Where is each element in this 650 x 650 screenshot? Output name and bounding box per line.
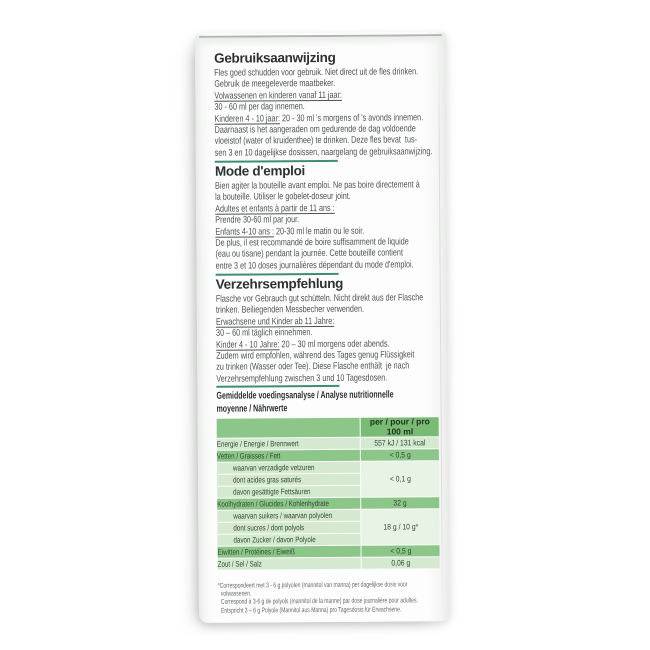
nutrient-value: 32 g [361,497,439,509]
section-nl [214,50,441,159]
nutrient-value: < 0,1 g [361,461,439,497]
body-line: Kinderen 4 - 10 jaar: 20 - 30 ml 's morgens of 's avonds innemen. [214,111,424,125]
nutrition-title-line: Gemiddelde voedingsanalyse / Analyse nutritionnelle [216,389,394,402]
nutrient-value: 18 g / 10 g* [361,509,439,545]
body-line: Volwassenen en kinderen vanaf 11 jaar: [214,89,342,102]
nutrition-row [217,497,439,510]
body-line: Adultes et enfants à partir de 11 ans : [215,202,335,215]
nutrition-title [216,389,469,416]
nutrient-value: < 0,5 g [361,449,439,461]
section-de [216,276,443,385]
nutrient-label: waarvan suikers / waarvan polyolen [217,510,360,522]
nutrient-label: davon gesättigte Fettsäuren [217,486,360,498]
nutrient-label: Vetten / Graisses / Fett [217,450,360,462]
body-line: Erwachsene und Kinder ab 11 Jahre: [215,315,335,328]
nutrition-table [216,416,441,571]
nutrition-header-per-100ml: per / pour / pro 100 ml [361,417,439,437]
body-line: 30 – 60 ml täglich einnehmen. [216,327,313,339]
body-line: De plus, il est recommandé de boire suffisamment de liquide [215,236,409,249]
section-heading-nl: Gebruiksaanwijzing [214,49,336,66]
section-heading-fr: Mode d'emploi [214,163,306,179]
package-back-panel [195,32,450,623]
nutrient-label: Energie / Energie / Brennwert [217,438,360,450]
footnotes [218,581,444,615]
nutrient-value: < 0,5 g [362,545,440,557]
body-line: (eau ou tisane) pendant la journée. Cette bouteille contient [215,247,403,261]
body-line: Bien agiter la bouteille avant emploi. Ne pas boire directement à [214,179,420,192]
nutrient-label: Koolhydraten / Glucides / Kohlenhydrate [217,498,360,510]
body-line: trinken. Beiliegenden Messbecher verwenden. [215,304,365,317]
nutrition-title-line: moyenne / Nährwerte [216,402,288,415]
box-lid-shading [196,36,445,48]
body-line: entre 3 et 10 doses journalières dépendant du mode d'emploi. [215,259,414,272]
body-line: Prendre 30-60 ml par jour. [215,214,300,226]
body-line: zu trinken (Wasser oder Tee). Diese Flasche enthält je nach [216,360,410,374]
nutrient-label: waarvan verzadigde vetzuren [217,462,360,474]
body-line: Zudem wird empfohlen, während des Tages genug Flüssigkeit [216,349,415,362]
nutrition-row [217,437,439,450]
body-line: sen 3 en 10 dagelijkse dosissen, naargelang de gebruiksaanwijzing. [214,145,433,159]
body-line: Enfants 4-10 ans : 20-30 ml le matin ou le soir. [215,225,365,238]
nutrient-label: Zout / Sel / Salz [218,558,361,570]
nutrient-label: dont sucres / dont polyols [217,522,360,534]
nutrition-row [217,461,439,474]
footnote-line: Entspricht 3 – 6 g Polyole (Mannitol aus Manna) pro Tagesdosis für Erwachsene. [220,606,402,615]
nutrition-row [218,545,440,558]
nutrition-row [218,557,440,570]
body-line: Flasche vor Gebrauch gut schütteln. Nicht direkt aus der Flasche [215,292,424,305]
body-line: vloeistof (water of kruidenthee) te drinken. Deze fles bevat tus- [214,134,417,148]
body-line: Daarnaast is het aangeraden om gedurende de dag voldoende [214,123,416,136]
nutrition-header-empty-cell [217,418,360,438]
body-line: 30 - 60 ml per dag innemen. [214,101,305,113]
body-line: Kinder 4 - 10 Jahre: 20 – 30 ml morgens oder abends. [216,338,390,351]
body-line: Fles goed schudden voor gebruik. Niet direct uit de fles drinken. [214,66,419,79]
nutrient-value: 557 kJ / 131 kcal [361,437,439,449]
nutrient-value: 0,06 g [362,557,440,569]
nutrition-row [217,509,439,522]
separator-line [215,160,338,163]
body-line: Verzehrsempfehlung zwischen 3 und 10 Tagesdosen. [216,372,388,385]
section-fr [215,163,442,272]
separator-line [216,385,339,388]
nutrient-label: Eiwitten / Protéines / Eiweiß [218,546,361,558]
body-line: la bouteille. Utiliser le gobelet-doseur joint. [215,191,351,204]
nutrient-label: davon Zucker / davon Polyole [217,534,360,546]
nutrition-row [217,449,439,462]
footnote-line: Correspond à 3-6 g de polyols (mannitol de la manne) par dose journalière pour adultes. [220,597,418,607]
nutrient-label: dont acides gras saturés [217,474,360,486]
footnote-line: volwassenen. [220,590,252,598]
body-line: Gebruik de meegeleverde maatbeker. [214,78,336,91]
section-heading-de: Verzehrsempfehlung [215,275,344,292]
footnote-line: *Correspondeert met 3 - 6 g polyolen (mannitol van manna) per dagelijkse dosis voor [217,581,408,590]
